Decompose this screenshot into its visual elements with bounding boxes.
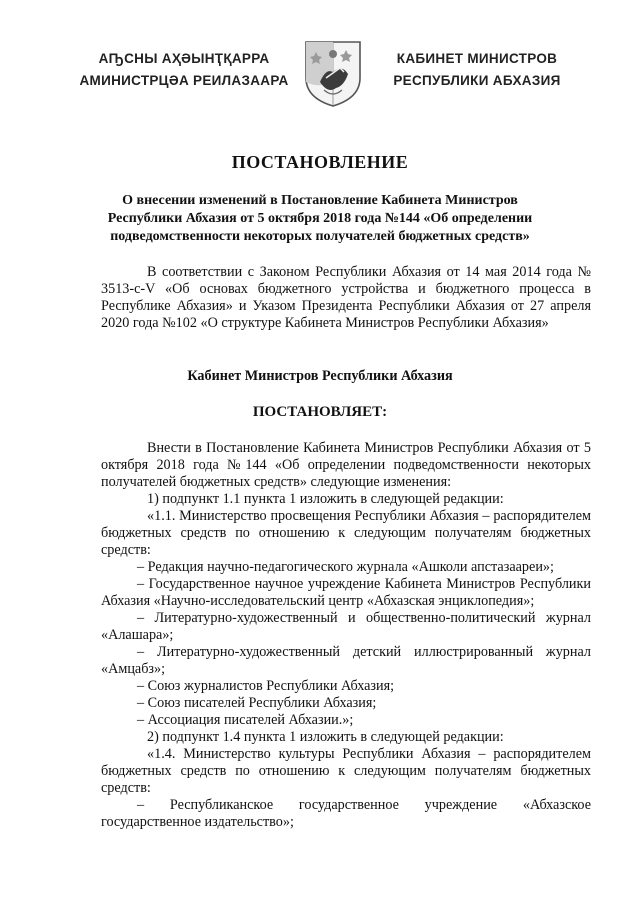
letterhead-abkhaz-line2: АМИНИСТРЦӘА РЕИЛАЗААРА xyxy=(79,73,289,88)
coat-of-arms-icon xyxy=(302,38,364,108)
body-paragraph: 2) подпункт 1.4 пункта 1 изложить в следующей редакции: xyxy=(147,729,504,745)
letterhead xyxy=(0,38,640,118)
document-title: ПОСТАНОВЛЕНИЕ xyxy=(231,152,409,172)
list-item: – Литературно-художественный детский иллюстрированный журнал «Амцабз»; xyxy=(101,644,591,677)
list-item: – Союз журналистов Республики Абхазия; xyxy=(137,678,395,694)
letterhead-abkhaz xyxy=(74,48,294,92)
body-paragraph: 1) подпункт 1.1 пункта 1 изложить в следующей редакции: xyxy=(147,491,504,507)
authority-line: Кабинет Министров Республики Абхазия xyxy=(187,368,453,384)
preamble-block xyxy=(101,264,591,332)
body-paragraph: «1.4. Министерство культуры Республики Абхазия – распорядителем бюджетных средств по отношению к следующим получателям бюджетных средств: xyxy=(101,746,591,796)
letterhead-russian-line1: КАБИНЕТ МИНИСТРОВ xyxy=(396,51,558,66)
list-item: – Литературно-художественный и общественно-политический журнал «Алашара»; xyxy=(101,610,591,643)
list-item: – Республиканское государственное учреждение «Абхазское государственное издательство»; xyxy=(101,797,591,830)
subject-line: О внесении изменений в Постановление Кабинета Министров xyxy=(122,193,518,208)
document-body xyxy=(101,440,591,831)
document-subject xyxy=(100,192,540,246)
letterhead-russian-line2: РЕСПУБЛИКИ АБХАЗИЯ xyxy=(393,73,561,88)
body-paragraph: «1.1. Министерство просвещения Республики Абхазия – распорядителем бюджетных средств по отношению к следующим получателям бюджетных средств: xyxy=(101,508,591,558)
list-item: – Ассоциация писателей Абхазии.»; xyxy=(137,712,354,728)
preamble: В соответствии с Законом Республики Абхазия от 14 мая 2014 года № 3513-с-V «Об основах бюджетного устройства и бюджетного процесса в Республике Абхазия» и Указом Президента Республики Абхазия от 27 апреля 2020 года №102 «О структуре Кабинета Министров Республики Абхазия» xyxy=(101,264,591,331)
subject-line: Республики Абхазия от 5 октября 2018 года №144 «Об определении xyxy=(107,211,533,226)
letterhead-russian xyxy=(372,48,582,92)
list-item: – Союз писателей Республики Абхазия; xyxy=(137,695,377,711)
list-item: – Государственное научное учреждение Кабинета Министров Республики Абхазия «Научно-исследовательский центр «Абхазская энциклопедия»; xyxy=(101,576,591,609)
body-paragraph: Внести в Постановление Кабинета Министров Республики Абхазия от 5 октября 2018 года №144 «Об определении подведомственности некоторых получателей бюджетных средств» следующие изменения: xyxy=(101,440,591,490)
letterhead-abkhaz-line1: АҦСНЫ АҲӘЫНҬҚАРРА xyxy=(98,51,270,66)
subject-line: подведомственности некоторых получателей бюджетных средств» xyxy=(110,229,530,244)
decree-line: ПОСТАНОВЛЯЕТ: xyxy=(252,404,388,420)
list-item: – Редакция научно-педагогического журнала «Ашколи апстазаареи»; xyxy=(137,559,554,575)
